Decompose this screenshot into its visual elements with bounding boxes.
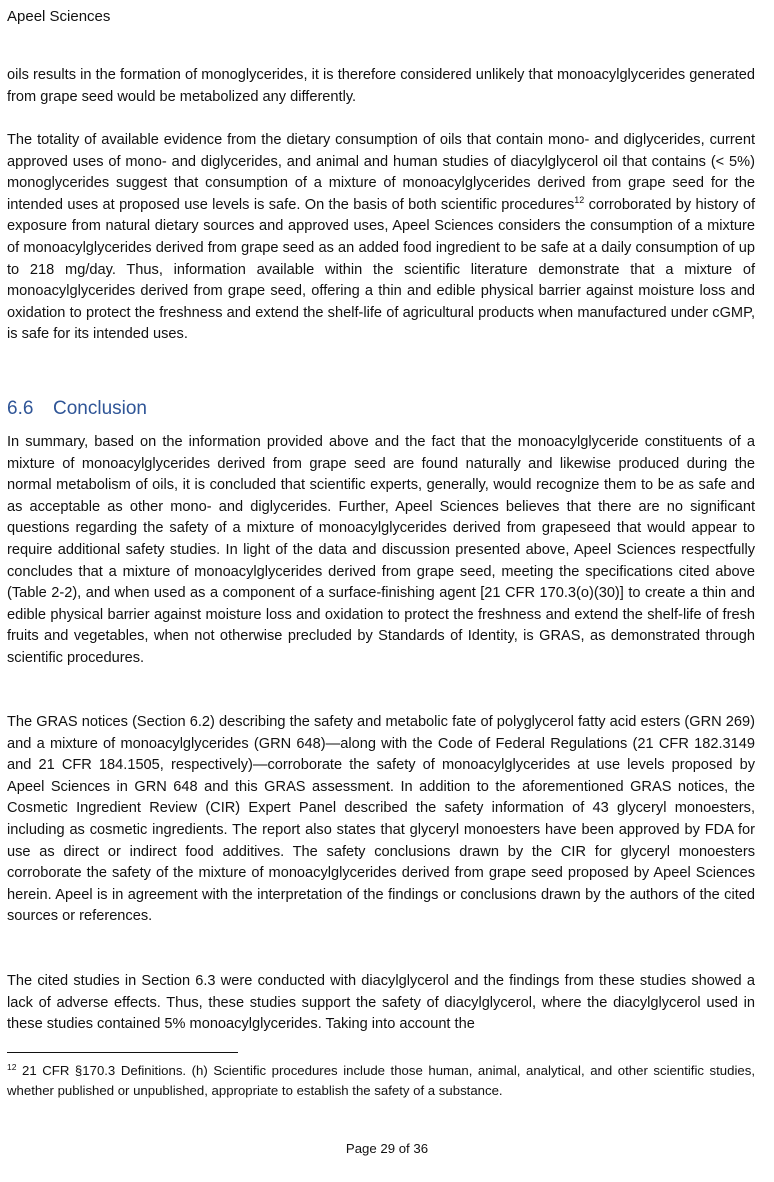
page-number: Page 29 of 36 bbox=[345, 1141, 429, 1156]
footnote bbox=[7, 1061, 755, 1101]
section-title: Conclusion bbox=[53, 398, 147, 419]
paragraph-summary: In summary, based on the information provided above and the fact that the monoacylglyceride constituents of a mixture of monoacylglycerides derived from grape seed are found naturally and likewise produced during the normal metabolism of oils, it is concluded that scientific experts, generally, would recognize them to be as safe and as acceptable as other mono- and diglycerides. Further, Apeel Sciences believes that there are no significant questions regarding the safety of a mixture of monoacylglycerides derived from grapeseed that would appear to require additional safety studies. In light of the data and discussion presented above, Apeel Sciences respectfully concludes that a mixture of monoacylglycerides derived from grape seed, meeting the specifications cited above (Table 2-2), and when used as a component of a surface-finishing agent [21 CFR 170.3(o)(30)] to create a thin and edible physical barrier against moisture loss and oxidation to protect the freshness and extend the shelf-life of fresh fruits and vegetables, when not otherwise precluded by Standards of Identity, is GRAS, as demonstrated through scientific procedures. bbox=[7, 434, 755, 666]
footnote-text: 21 CFR §170.3 Definitions. (h) Scientific procedures include those human, animal, analytical, and other scientific studies, whether published or unpublished, appropriate to establish the safety of a substance. bbox=[7, 1063, 755, 1098]
paragraph-text: corroborated by history of exposure from natural dietary sources and approved uses, Apeel Sciences considers the consumption of a mixture of monoacylglycerides derived from grape seed as an added food ingredient to be safe at a daily consumption of up to 218 mg/day. Thus, information available within the scientific literature demonstrate that a mixture of monoacylglycerides derived from grape seed, offering a thin and edible physical barrier against moisture loss and oxidation to protect the freshness and extend the shelf-life of agricultural products when manufactured under cGMP, is safe for its intended uses. bbox=[7, 196, 756, 343]
paragraph-cited-studies: The cited studies in Section 6.3 were conducted with diacylglycerol and the findings from these studies showed a lack of adverse effects. Thus, these studies support the safety of diacylglycerol, where the diacylglycerol used in these studies contained 5% monoacylglycerides. Taking into account the bbox=[7, 973, 755, 1033]
section-number: 6.6 bbox=[7, 398, 34, 419]
footnote-reference[interactable]: 12 bbox=[574, 194, 585, 205]
running-header: Apeel Sciences bbox=[7, 8, 111, 25]
paragraph-totality-of-evidence bbox=[7, 130, 755, 346]
section-heading bbox=[7, 396, 147, 422]
paragraph-gras-notices: The GRAS notices (Section 6.2) describing the safety and metabolic fate of polyglycerol fatty acid esters (GRN 269) and a mixture of monoacylglycerides (GRN 648)—along with the Code of Federal Regulations (21 CFR 182.3149 and 21 CFR 184.1505, respectively)—corroborate the safety of monoacylglycerides at use levels proposed by Apeel Sciences in GRN 648 and this GRAS assessment. In addition to the aforementioned GRAS notices, the Cosmetic Ingredient Review (CIR) Expert Panel described the safety information of 43 glyceryl monoesters, including as cosmetic ingredients. The report also states that glyceryl monoesters have been approved by FDA for use as direct or indirect food additives. The safety conclusions drawn by the CIR for glyceryl monoesters corroborate the safety of the mixture of monoacylglycerides derived from grape seed proposed by Apeel Sciences herein. Apeel is in agreement with the interpretation of the findings or conclusions drawn by the authors of the cited sources or references. bbox=[7, 714, 755, 925]
footnote-divider bbox=[7, 1052, 238, 1053]
paragraph-metabolism: oils results in the formation of monoglycerides, it is therefore considered unlikely that monoacylglycerides generated from grape seed would be metabolized any differently. bbox=[7, 67, 755, 105]
paragraph-text: The totality of available evidence from the dietary consumption of oils that contain mono- and diglycerides, current approved uses of mono- and diglycerides, and animal and human studies of diacylglycerol oil that contains (< 5%) monoglycerides suggest that consumption of a mixture of monoacylglycerides derived from grape seed for the intended uses at proposed use levels is safe. On the basis of both scientific procedures bbox=[7, 132, 755, 213]
footnote-marker: 12 bbox=[7, 1062, 17, 1072]
